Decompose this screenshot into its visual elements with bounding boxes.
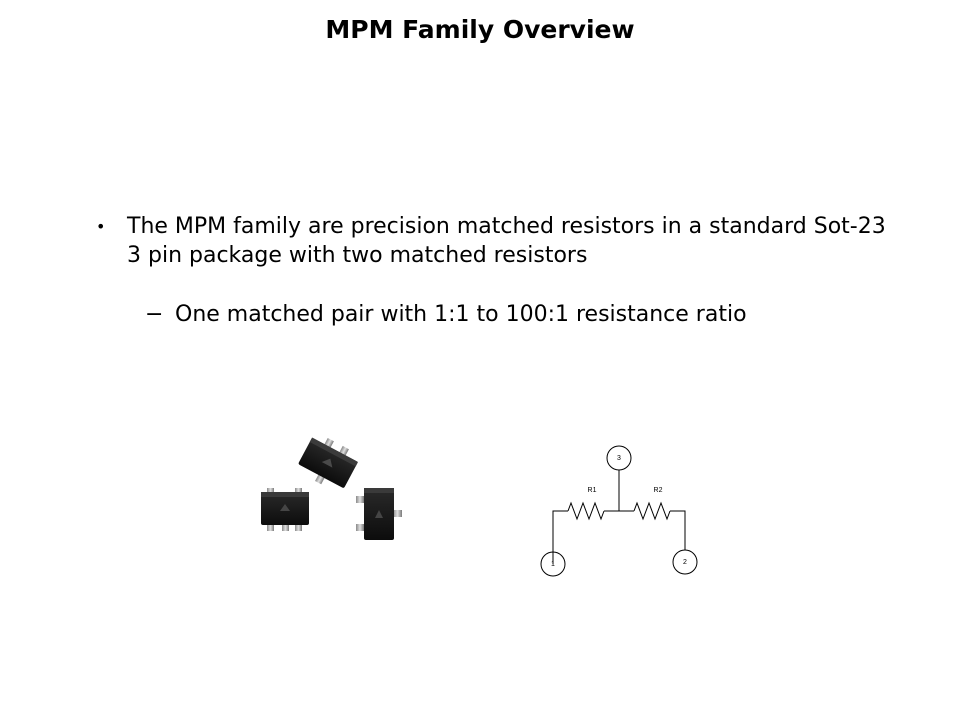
sot23-chip-top [295,431,362,494]
sot23-chip-right [356,488,402,540]
bullet-text: The MPM family are precision matched resistors in a standard Sot-23 3 pin package with two matched resistors [127,214,886,268]
resistor-r1 [568,503,604,519]
sot23-chip-left [261,488,309,531]
r2-label: R2 [653,487,663,494]
slide-title: MPM Family Overview [325,15,635,44]
resistor-r2 [634,503,670,519]
resistor-schematic [530,438,710,583]
pin-1-label: 1 [551,561,555,568]
pin-3-label: 3 [617,455,621,462]
bullet-marker: • [96,217,106,236]
sot23-package-image [250,430,420,550]
sub-bullet-text: One matched pair with 1:1 to 100:1 resistance ratio [175,302,747,327]
sub-bullet-marker: − [145,302,164,327]
r1-label: R1 [587,487,597,494]
pin-2-label: 2 [683,559,687,566]
